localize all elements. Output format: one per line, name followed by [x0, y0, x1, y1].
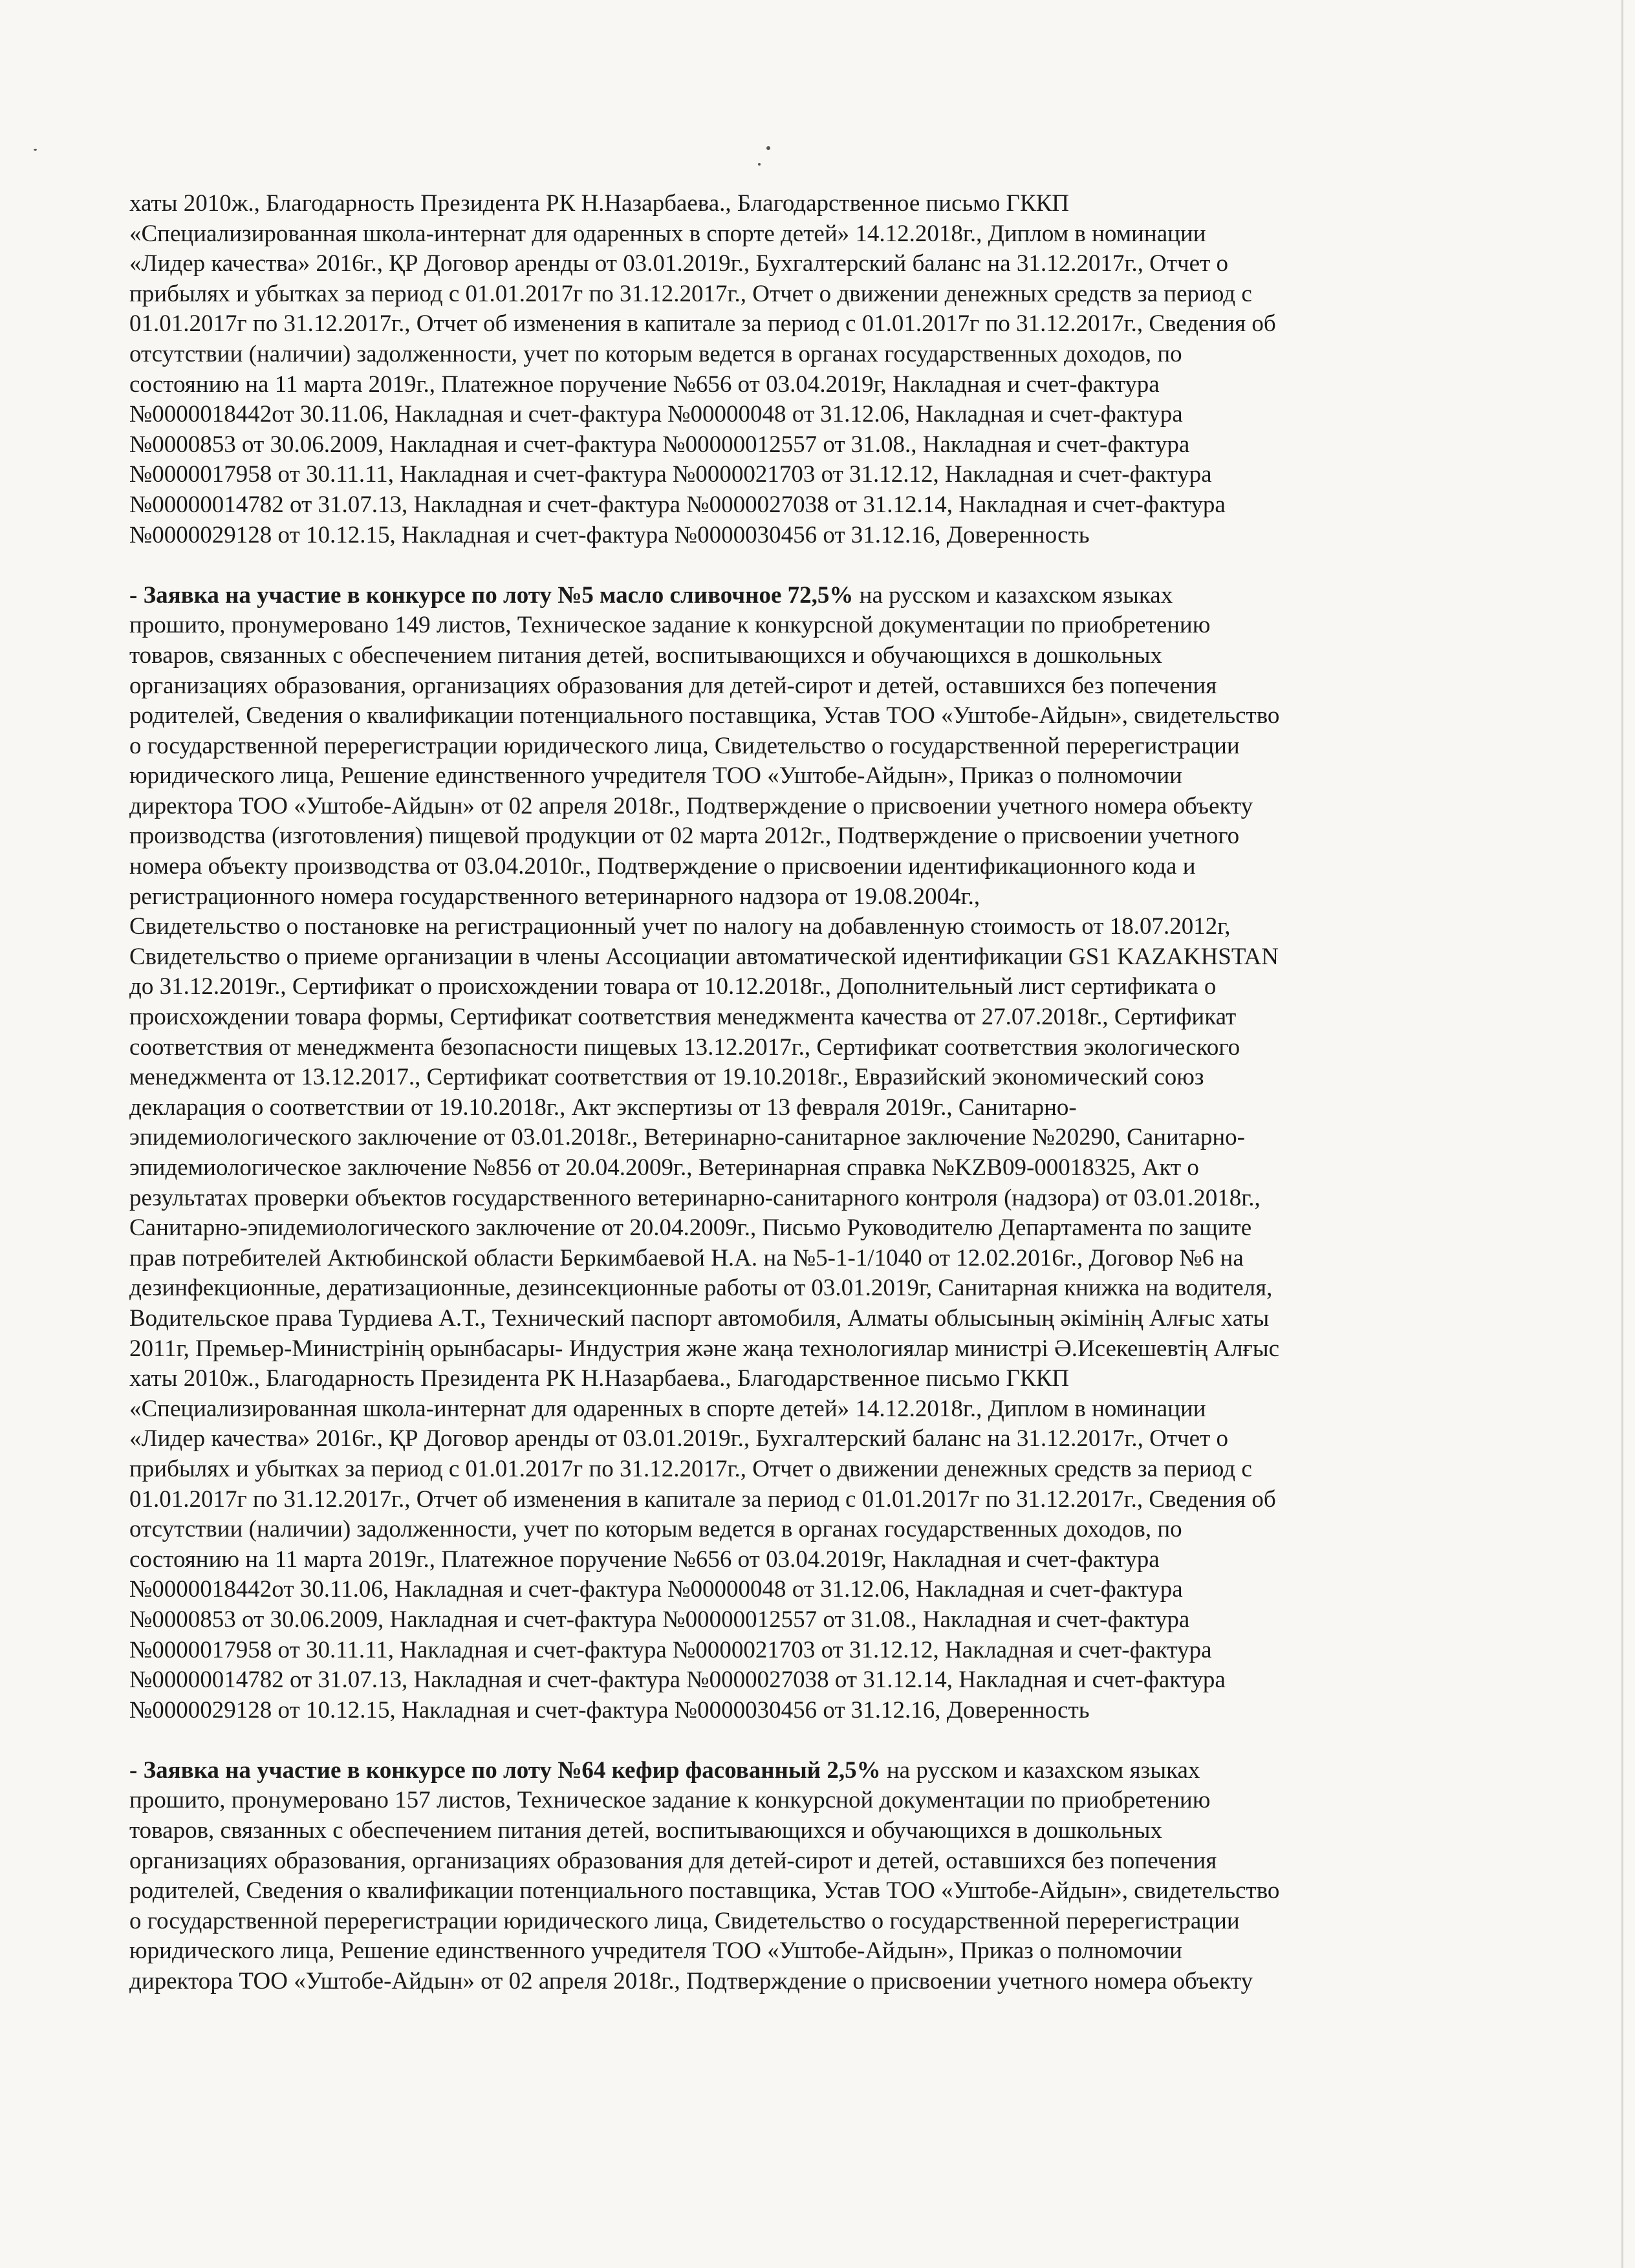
text-line: №0000853 от 30.06.2009, Накладная и счет-фактура №00000012557 от 31.08., Накладная и счет-фактура — [129, 431, 1190, 458]
text-line: родителей, Сведения о квалификации потенциального поставщика, Устав ТОО «Уштобе-Айдын», свидетельство — [129, 1877, 1280, 1905]
paragraph-continuation — [129, 189, 1481, 550]
text-line: №0000029128 от 10.12.15, Накладная и счет-фактура №0000030456 от 31.12.16, Доверенность — [129, 1696, 1090, 1723]
text-line: 01.01.2017г по 31.12.2017г., Отчет об изменения в капитале за период с 01.01.2017г по 31.12.2017г., Сведения об — [129, 1485, 1276, 1513]
text-line: о государственной перерегистрации юридического лица, Свидетельство о государственной перерегистрации — [129, 1907, 1240, 1934]
text-line: о государственной перерегистрации юридического лица, Свидетельство о государственной перерегистрации — [129, 732, 1240, 759]
text-line: до 31.12.2019г., Сертификат о происхождении товара от 10.12.2018г., Дополнительный лист сертификата о — [129, 973, 1217, 1000]
text-line: состоянию на 11 марта 2019г., Платежное поручение №656 от 03.04.2019г, Накладная и счет-фактура — [129, 1546, 1160, 1573]
text-line: организациях образования, организациях образования для детей-сирот и детей, оставшихся без попечения — [129, 1847, 1217, 1874]
text-line: №0000017958 от 30.11.11, Накладная и счет-фактура №0000021703 от 31.12.12, Накладная и счет-фактура — [129, 461, 1212, 488]
text-line: хаты 2010ж., Благодарность Президента РК Н.Назарбаева., Благодарственное письмо ГККП — [129, 1365, 1070, 1392]
text-line: юридического лица, Решение единственного учредителя ТОО «Уштобе-Айдын», Приказ о полномочии — [129, 1938, 1182, 1965]
text-line: результатах проверки объектов государственного ветеринарно-санитарного контроля (надзора) от 03.01.2018г., — [129, 1184, 1261, 1211]
text-line: 01.01.2017г по 31.12.2017г., Отчет об изменения в капитале за период с 01.01.2017г по 31.12.2017г., Сведения об — [129, 310, 1276, 338]
scan-edge-line — [1621, 0, 1623, 2268]
text-line: происхождении товара формы, Сертификат соответствия менеджмента качества от 27.07.2018г., Сертификат — [129, 1004, 1237, 1031]
text-line: №0000018442от 30.11.06, Накладная и счет-фактура №00000048 от 31.12.06, Накладная и счет-фактура — [129, 401, 1183, 428]
text-line: №0000029128 от 10.12.15, Накладная и счет-фактура №0000030456 от 31.12.16, Доверенность — [129, 521, 1090, 548]
text-line: прибылях и убытках за период с 01.01.2017г по 31.12.2017г., Отчет о движении денежных средств за период с — [129, 1455, 1252, 1482]
text-line: №0000853 от 30.06.2009, Накладная и счет-фактура №00000012557 от 31.08., Накладная и счет-фактура — [129, 1606, 1190, 1633]
lot-heading-rest: на русском и казахском языках — [880, 1756, 1200, 1784]
text-line: юридического лица, Решение единственного учредителя ТОО «Уштобе-Айдын», Приказ о полномочии — [129, 762, 1182, 790]
text-line: прошито, пронумеровано 157 листов, Техническое задание к конкурсной документации по приобретению — [129, 1787, 1211, 1814]
paragraph-gap — [129, 550, 1481, 581]
text-line: эпидемиологическое заключение №856 от 20.04.2009г., Ветеринарная справка №KZB09-00018325, Акт о — [129, 1154, 1199, 1181]
text-line: производства (изготовления) пищевой продукции от 02 марта 2012г., Подтверждение о присвоении учетного — [129, 823, 1240, 850]
paragraph-gap — [129, 1725, 1481, 1756]
lot-heading-line — [129, 581, 1481, 611]
text-line: №0000018442от 30.11.06, Накладная и счет-фактура №00000048 от 31.12.06, Накладная и счет-фактура — [129, 1576, 1183, 1603]
text-line: декларация о соответствии от 19.10.2018г., Акт экспертизы от 13 февраля 2019г., Санитарно- — [129, 1094, 1077, 1121]
text-line: директора ТОО «Уштобе-Айдын» от 02 апреля 2018г., Подтверждение о присвоении учетного номера объекту — [129, 1968, 1253, 1995]
scan-speck — [758, 163, 761, 166]
text-line: директора ТОО «Уштобе-Айдын» от 02 апреля 2018г., Подтверждение о присвоении учетного номера объекту — [129, 792, 1253, 819]
lot-heading-rest: на русском и казахском языках — [853, 581, 1173, 609]
text-line: товаров, связанных с обеспечением питания детей, воспитывающихся и обучающихся в дошкольных — [129, 1817, 1163, 1844]
lot-heading: - Заявка на участие в конкурсе по лоту №5 масло сливочное 72,5% — [129, 581, 854, 609]
text-line: соответствия от менеджмента безопасности пищевых 13.12.2017г., Сертификат соответствия экологического — [129, 1033, 1240, 1061]
lot-heading-line — [129, 1756, 1481, 1786]
text-line: хаты 2010ж., Благодарность Президента РК Н.Назарбаева., Благодарственное письмо ГККП — [129, 190, 1070, 217]
text-line: состоянию на 11 марта 2019г., Платежное поручение №656 от 03.04.2019г, Накладная и счет-фактура — [129, 371, 1160, 398]
text-line: 2011г, Премьер-Министрінің орынбасары- Индустрия және жаңа технологиялар министрі Ә.Исекешевтің Алғыс — [129, 1335, 1280, 1362]
text-line: организациях образования, организациях образования для детей-сирот и детей, оставшихся без попечения — [129, 672, 1217, 699]
text-line: эпидемиологического заключение от 03.01.2018г., Ветеринарно-санитарное заключение №20290, Санитарно- — [129, 1124, 1245, 1151]
lot-heading: - Заявка на участие в конкурсе по лоту №64 кефир фасованный 2,5% — [129, 1756, 881, 1784]
text-line: дезинфекционные, дератизационные, дезинсекционные работы от 03.01.2019г, Санитарная книжка на водителя, — [129, 1275, 1273, 1302]
scan-speck — [766, 146, 770, 150]
text-line: Водительское права Турдиева А.Т., Технический паспорт автомобиля, Алматы облысының әкімінің Алғыс хаты — [129, 1304, 1270, 1332]
text-line: Свидетельство о приеме организации в члены Ассоциации автоматической идентификации GS1 KAZAKHSTAN — [129, 943, 1279, 970]
text-line: отсутствии (наличии) задолженности, учет по которым ведется в органах государственных доходов, по — [129, 340, 1182, 367]
document-body — [129, 189, 1481, 1997]
text-line: №0000017958 от 30.11.11, Накладная и счет-фактура №0000021703 от 31.12.12, Накладная и счет-фактура — [129, 1636, 1212, 1663]
text-line: №00000014782 от 31.07.13, Накладная и счет-фактура №0000027038 от 31.12.14, Накладная и счет-фактура — [129, 1667, 1226, 1694]
text-line: «Специализированная школа-интернат для одаренных в спорте детей» 14.12.2018г., Диплом в номинации — [129, 220, 1206, 247]
text-line: №00000014782 от 31.07.13, Накладная и счет-фактура №0000027038 от 31.12.14, Накладная и счет-фактура — [129, 491, 1226, 518]
text-line: «Лидер качества» 2016г., ҚР Договор аренды от 03.01.2019г., Бухгалтерский баланс на 31.12.2017г., Отчет о — [129, 1425, 1228, 1453]
text-line: Свидетельство о постановке на регистрационный учет по налогу на добавленную стоимость от 18.07.2012г, — [129, 913, 1231, 940]
text-line: отсутствии (наличии) задолженности, учет по которым ведется в органах государственных доходов, по — [129, 1516, 1182, 1543]
text-line: «Специализированная школа-интернат для одаренных в спорте детей» 14.12.2018г., Диплом в номинации — [129, 1395, 1206, 1422]
text-line: прибылях и убытках за период с 01.01.2017г по 31.12.2017г., Отчет о движении денежных средств за период с — [129, 280, 1252, 307]
scan-speck — [34, 149, 37, 151]
text-line: прав потребителей Актюбинской области Беркимбаевой Н.А. на №5-1-1/1040 от 12.02.2016г., Договор №6 на — [129, 1244, 1244, 1271]
text-line: прошито, пронумеровано 149 листов, Техническое задание к конкурсной документации по приобретению — [129, 612, 1211, 639]
text-line: менеджмента от 13.12.2017., Сертификат соответствия от 19.10.2018г., Евразийский экономический союз — [129, 1064, 1204, 1091]
paragraph-lot-5 — [129, 581, 1481, 1726]
text-line: номера объекту производства от 03.04.2010г., Подтверждение о присвоении идентификационного кода и — [129, 853, 1196, 880]
text-line: товаров, связанных с обеспечением питания детей, воспитывающихся и обучающихся в дошкольных — [129, 642, 1163, 669]
text-line: регистрационного номера государственного ветеринарного надзора от 19.08.2004г., — [129, 883, 980, 910]
text-line: «Лидер качества» 2016г., ҚР Договор аренды от 03.01.2019г., Бухгалтерский баланс на 31.12.2017г., Отчет о — [129, 250, 1228, 277]
text-line: родителей, Сведения о квалификации потенциального поставщика, Устав ТОО «Уштобе-Айдын», свидетельство — [129, 702, 1280, 729]
text-line: Санитарно-эпидемиологического заключение от 20.04.2009г., Письмо Руководителю Департамента по защите — [129, 1215, 1252, 1242]
paragraph-lot-64 — [129, 1756, 1481, 1997]
